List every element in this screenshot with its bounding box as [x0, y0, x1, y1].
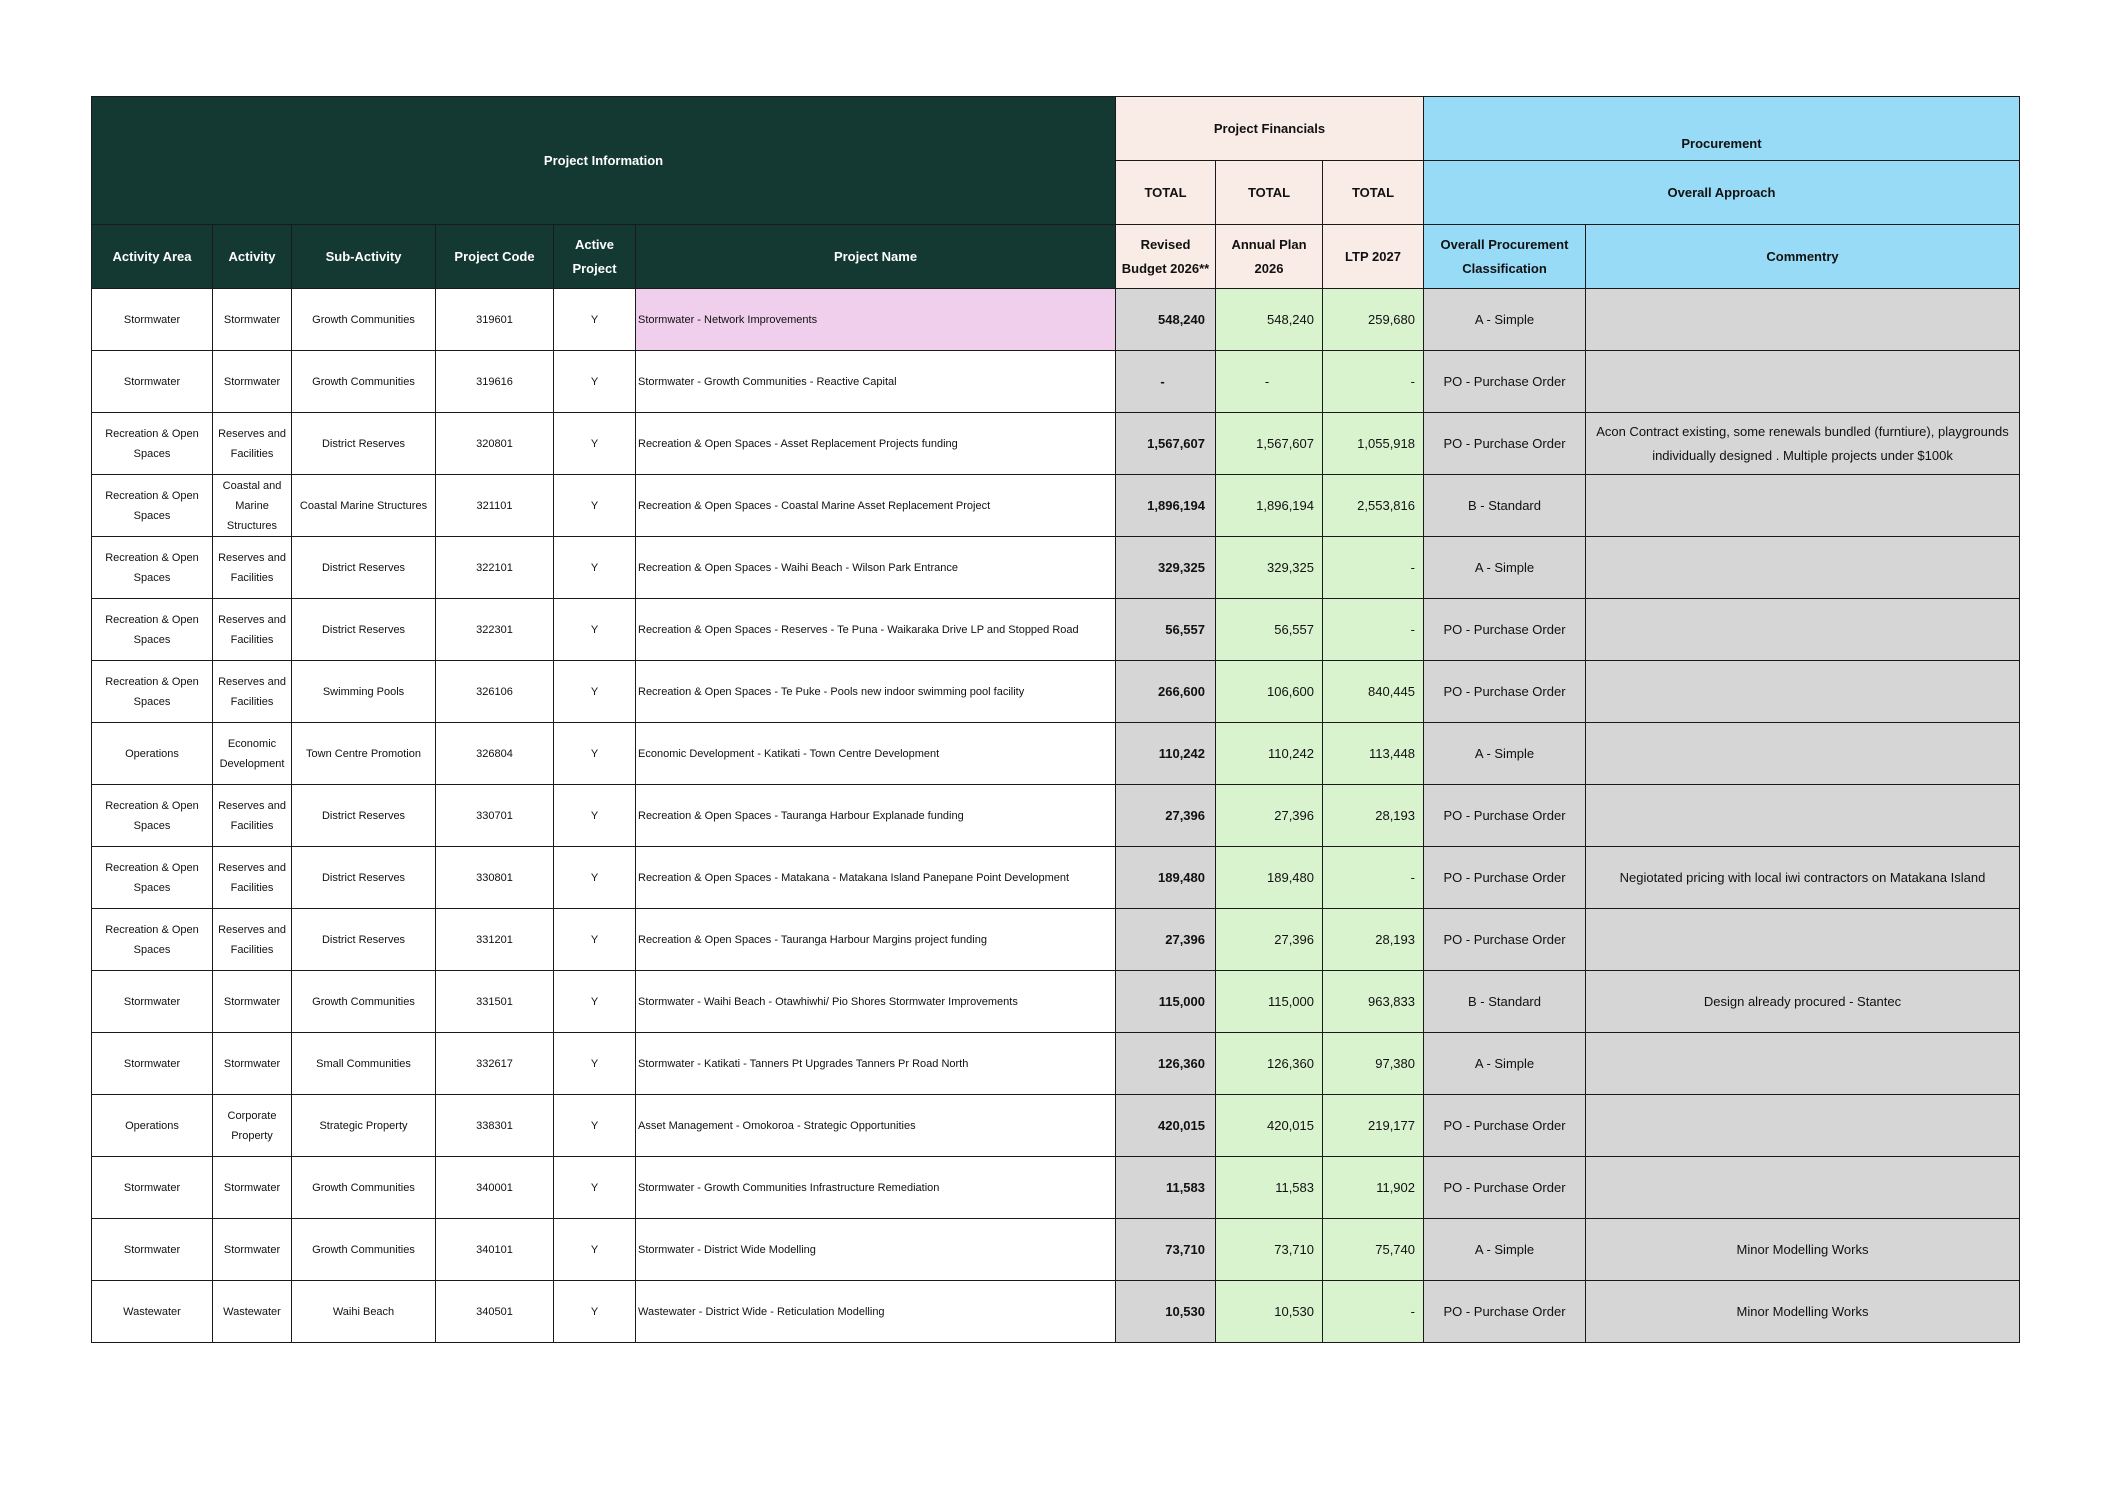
col-revised-budget: Revised Budget 2026** [1116, 225, 1216, 289]
cell-activity: Reserves and Facilities [213, 909, 292, 971]
cell-activity: Reserves and Facilities [213, 785, 292, 847]
cell-activity: Economic Development [213, 723, 292, 785]
cell-sub-activity: Swimming Pools [292, 661, 436, 723]
cell-activity-area: Recreation & Open Spaces [92, 599, 213, 661]
table-row [92, 1033, 2020, 1095]
cell-annual-plan: 27,396 [1216, 909, 1323, 971]
cell-project-name: Recreation & Open Spaces - Asset Replacement Projects funding [636, 413, 1116, 475]
cell-project-name: Recreation & Open Spaces - Tauranga Harbour Margins project funding [636, 909, 1116, 971]
cell-revised-budget: 548,240 [1116, 289, 1216, 351]
cell-project-code: 331501 [436, 971, 554, 1033]
col-ltp: LTP 2027 [1323, 225, 1424, 289]
cell-annual-plan: 11,583 [1216, 1157, 1323, 1219]
col-project-code: Project Code [436, 225, 554, 289]
cell-activity: Stormwater [213, 971, 292, 1033]
cell-project-code: 320801 [436, 413, 554, 475]
cell-activity: Reserves and Facilities [213, 847, 292, 909]
cell-project-name: Asset Management - Omokoroa - Strategic Opportunities [636, 1095, 1116, 1157]
cell-project-code: 322101 [436, 537, 554, 599]
table-row [92, 537, 2020, 599]
cell-sub-activity: District Reserves [292, 599, 436, 661]
cell-ltp: 1,055,918 [1323, 413, 1424, 475]
cell-active-project: Y [554, 1281, 636, 1343]
col-commentry: Commentry [1586, 225, 2020, 289]
cell-annual-plan: 56,557 [1216, 599, 1323, 661]
cell-revised-budget: 11,583 [1116, 1157, 1216, 1219]
cell-project-code: 326804 [436, 723, 554, 785]
cell-ltp: - [1323, 847, 1424, 909]
overall-approach-header: Overall Approach [1424, 161, 2020, 225]
cell-annual-plan: 110,242 [1216, 723, 1323, 785]
cell-annual-plan: 548,240 [1216, 289, 1323, 351]
col-project-name: Project Name [636, 225, 1116, 289]
cell-activity-area: Stormwater [92, 1157, 213, 1219]
table-row [92, 1281, 2020, 1343]
cell-ltp: 113,448 [1323, 723, 1424, 785]
col-annual-plan: Annual Plan 2026 [1216, 225, 1323, 289]
cell-ltp: 75,740 [1323, 1219, 1424, 1281]
cell-classification: PO - Purchase Order [1424, 1157, 1586, 1219]
col-sub-activity: Sub-Activity [292, 225, 436, 289]
cell-activity-area: Stormwater [92, 1219, 213, 1281]
cell-revised-budget: 73,710 [1116, 1219, 1216, 1281]
cell-revised-budget: 329,325 [1116, 537, 1216, 599]
cell-activity-area: Operations [92, 723, 213, 785]
cell-active-project: Y [554, 537, 636, 599]
cell-project-name: Stormwater - District Wide Modelling [636, 1219, 1116, 1281]
cell-classification: A - Simple [1424, 537, 1586, 599]
cell-commentry: Design already procured - Stantec [1586, 971, 2020, 1033]
cell-revised-budget: 266,600 [1116, 661, 1216, 723]
cell-project-code: 330701 [436, 785, 554, 847]
cell-activity-area: Stormwater [92, 971, 213, 1033]
total-header-ltp: TOTAL [1323, 161, 1424, 225]
total-header-revised: TOTAL [1116, 161, 1216, 225]
cell-project-code: 340501 [436, 1281, 554, 1343]
cell-active-project: Y [554, 289, 636, 351]
cell-active-project: Y [554, 413, 636, 475]
cell-project-name: Recreation & Open Spaces - Matakana - Matakana Island Panepane Point Development [636, 847, 1116, 909]
cell-activity: Wastewater [213, 1281, 292, 1343]
table-row [92, 971, 2020, 1033]
cell-sub-activity: Coastal Marine Structures [292, 475, 436, 537]
cell-classification: PO - Purchase Order [1424, 1281, 1586, 1343]
cell-project-code: 332617 [436, 1033, 554, 1095]
cell-classification: PO - Purchase Order [1424, 909, 1586, 971]
cell-sub-activity: Town Centre Promotion [292, 723, 436, 785]
cell-activity: Coastal and Marine Structures [213, 475, 292, 537]
cell-ltp: 28,193 [1323, 785, 1424, 847]
cell-active-project: Y [554, 599, 636, 661]
cell-project-code: 330801 [436, 847, 554, 909]
cell-revised-budget: 126,360 [1116, 1033, 1216, 1095]
cell-commentry [1586, 1157, 2020, 1219]
project-financials-header: Project Financials [1116, 97, 1424, 161]
table-row [92, 1219, 2020, 1281]
cell-annual-plan: - [1216, 351, 1323, 413]
cell-activity: Reserves and Facilities [213, 661, 292, 723]
cell-classification: A - Simple [1424, 723, 1586, 785]
cell-activity: Stormwater [213, 1157, 292, 1219]
cell-commentry [1586, 1033, 2020, 1095]
cell-classification: B - Standard [1424, 971, 1586, 1033]
table-body [92, 289, 2020, 1343]
cell-activity-area: Recreation & Open Spaces [92, 785, 213, 847]
cell-activity-area: Stormwater [92, 351, 213, 413]
table-row [92, 661, 2020, 723]
cell-ltp: 840,445 [1323, 661, 1424, 723]
cell-classification: A - Simple [1424, 289, 1586, 351]
cell-sub-activity: Strategic Property [292, 1095, 436, 1157]
cell-active-project: Y [554, 785, 636, 847]
cell-active-project: Y [554, 1157, 636, 1219]
col-activity: Activity [213, 225, 292, 289]
cell-classification: PO - Purchase Order [1424, 847, 1586, 909]
table-row [92, 599, 2020, 661]
cell-project-name: Recreation & Open Spaces - Reserves - Te Puna - Waikaraka Drive LP and Stopped Road [636, 599, 1116, 661]
cell-ltp: 219,177 [1323, 1095, 1424, 1157]
cell-active-project: Y [554, 351, 636, 413]
cell-activity-area: Recreation & Open Spaces [92, 661, 213, 723]
col-classification: Overall Procurement Classification [1424, 225, 1586, 289]
cell-revised-budget: 56,557 [1116, 599, 1216, 661]
cell-sub-activity: Growth Communities [292, 351, 436, 413]
cell-ltp: 259,680 [1323, 289, 1424, 351]
cell-commentry [1586, 785, 2020, 847]
cell-commentry [1586, 599, 2020, 661]
cell-activity: Stormwater [213, 289, 292, 351]
cell-activity: Corporate Property [213, 1095, 292, 1157]
cell-commentry [1586, 475, 2020, 537]
cell-project-code: 331201 [436, 909, 554, 971]
cell-active-project: Y [554, 909, 636, 971]
cell-revised-budget: 1,896,194 [1116, 475, 1216, 537]
cell-commentry [1586, 1095, 2020, 1157]
cell-project-name: Stormwater - Waihi Beach - Otawhiwhi/ Pio Shores Stormwater Improvements [636, 971, 1116, 1033]
cell-activity-area: Recreation & Open Spaces [92, 909, 213, 971]
table-row [92, 847, 2020, 909]
cell-classification: PO - Purchase Order [1424, 599, 1586, 661]
cell-commentry: Acon Contract existing, some renewals bundled (furntiure), playgrounds individually designed . Multiple projects under $100k [1586, 413, 2020, 475]
cell-annual-plan: 189,480 [1216, 847, 1323, 909]
cell-commentry [1586, 661, 2020, 723]
cell-classification: PO - Purchase Order [1424, 1095, 1586, 1157]
table-row [92, 289, 2020, 351]
table-row [92, 723, 2020, 785]
cell-project-code: 319616 [436, 351, 554, 413]
cell-annual-plan: 73,710 [1216, 1219, 1323, 1281]
cell-revised-budget: 110,242 [1116, 723, 1216, 785]
cell-active-project: Y [554, 1095, 636, 1157]
cell-sub-activity: Growth Communities [292, 1157, 436, 1219]
cell-classification: B - Standard [1424, 475, 1586, 537]
cell-classification: PO - Purchase Order [1424, 785, 1586, 847]
cell-sub-activity: Growth Communities [292, 971, 436, 1033]
project-information-header: Project Information [92, 97, 1116, 225]
cell-revised-budget: 27,396 [1116, 785, 1216, 847]
cell-annual-plan: 10,530 [1216, 1281, 1323, 1343]
table-row [92, 785, 2020, 847]
cell-project-name: Recreation & Open Spaces - Tauranga Harbour Explanade funding [636, 785, 1116, 847]
cell-ltp: - [1323, 537, 1424, 599]
cell-project-name: Recreation & Open Spaces - Coastal Marine Asset Replacement Project [636, 475, 1116, 537]
cell-sub-activity: Small Communities [292, 1033, 436, 1095]
table-row [92, 1157, 2020, 1219]
cell-active-project: Y [554, 847, 636, 909]
cell-commentry [1586, 723, 2020, 785]
cell-project-name: Stormwater - Katikati - Tanners Pt Upgrades Tanners Pr Road North [636, 1033, 1116, 1095]
cell-sub-activity: Growth Communities [292, 1219, 436, 1281]
cell-sub-activity: Growth Communities [292, 289, 436, 351]
cell-project-name: Recreation & Open Spaces - Waihi Beach - Wilson Park Entrance [636, 537, 1116, 599]
cell-commentry: Minor Modelling Works [1586, 1281, 2020, 1343]
cell-project-code: 319601 [436, 289, 554, 351]
cell-commentry [1586, 289, 2020, 351]
cell-active-project: Y [554, 1033, 636, 1095]
cell-activity: Reserves and Facilities [213, 537, 292, 599]
projects-table [91, 96, 2020, 1343]
col-active-project: Active Project [554, 225, 636, 289]
procurement-sheet [91, 96, 2020, 1343]
cell-project-name: Economic Development - Katikati - Town Centre Development [636, 723, 1116, 785]
cell-commentry: Negiotated pricing with local iwi contractors on Matakana Island [1586, 847, 2020, 909]
cell-activity-area: Recreation & Open Spaces [92, 537, 213, 599]
cell-annual-plan: 1,896,194 [1216, 475, 1323, 537]
cell-sub-activity: Waihi Beach [292, 1281, 436, 1343]
cell-activity: Reserves and Facilities [213, 413, 292, 475]
cell-commentry [1586, 351, 2020, 413]
cell-project-code: 326106 [436, 661, 554, 723]
cell-ltp: 97,380 [1323, 1033, 1424, 1095]
cell-annual-plan: 126,360 [1216, 1033, 1323, 1095]
cell-project-name: Recreation & Open Spaces - Te Puke - Pools new indoor swimming pool facility [636, 661, 1116, 723]
cell-project-name: Stormwater - Growth Communities Infrastructure Remediation [636, 1157, 1116, 1219]
cell-activity-area: Recreation & Open Spaces [92, 413, 213, 475]
cell-revised-budget: 1,567,607 [1116, 413, 1216, 475]
cell-sub-activity: District Reserves [292, 785, 436, 847]
cell-revised-budget: 10,530 [1116, 1281, 1216, 1343]
cell-ltp: - [1323, 599, 1424, 661]
cell-activity-area: Recreation & Open Spaces [92, 847, 213, 909]
cell-activity: Stormwater [213, 351, 292, 413]
table-row [92, 475, 2020, 537]
cell-classification: PO - Purchase Order [1424, 351, 1586, 413]
cell-project-code: 338301 [436, 1095, 554, 1157]
col-activity-area: Activity Area [92, 225, 213, 289]
cell-annual-plan: 420,015 [1216, 1095, 1323, 1157]
cell-activity: Stormwater [213, 1219, 292, 1281]
cell-classification: PO - Purchase Order [1424, 413, 1586, 475]
cell-ltp: 11,902 [1323, 1157, 1424, 1219]
cell-sub-activity: District Reserves [292, 537, 436, 599]
table-row [92, 1095, 2020, 1157]
cell-revised-budget: - [1116, 351, 1216, 413]
cell-active-project: Y [554, 971, 636, 1033]
cell-revised-budget: 115,000 [1116, 971, 1216, 1033]
cell-sub-activity: District Reserves [292, 847, 436, 909]
cell-project-code: 321101 [436, 475, 554, 537]
cell-activity-area: Wastewater [92, 1281, 213, 1343]
table-row [92, 909, 2020, 971]
cell-activity: Reserves and Facilities [213, 599, 292, 661]
cell-sub-activity: District Reserves [292, 413, 436, 475]
cell-ltp: 2,553,816 [1323, 475, 1424, 537]
cell-activity-area: Stormwater [92, 1033, 213, 1095]
cell-revised-budget: 27,396 [1116, 909, 1216, 971]
cell-activity-area: Stormwater [92, 289, 213, 351]
cell-annual-plan: 1,567,607 [1216, 413, 1323, 475]
cell-commentry: Minor Modelling Works [1586, 1219, 2020, 1281]
cell-annual-plan: 115,000 [1216, 971, 1323, 1033]
cell-classification: PO - Purchase Order [1424, 661, 1586, 723]
cell-active-project: Y [554, 723, 636, 785]
cell-ltp: - [1323, 1281, 1424, 1343]
procurement-header: Procurement [1424, 97, 2020, 161]
cell-ltp: 28,193 [1323, 909, 1424, 971]
cell-annual-plan: 329,325 [1216, 537, 1323, 599]
cell-project-name: Wastewater - District Wide - Reticulation Modelling [636, 1281, 1116, 1343]
cell-active-project: Y [554, 661, 636, 723]
cell-classification: A - Simple [1424, 1219, 1586, 1281]
cell-project-name: Stormwater - Network Improvements [636, 289, 1116, 351]
cell-classification: A - Simple [1424, 1033, 1586, 1095]
cell-commentry [1586, 537, 2020, 599]
cell-revised-budget: 420,015 [1116, 1095, 1216, 1157]
cell-commentry [1586, 909, 2020, 971]
cell-project-name: Stormwater - Growth Communities - Reactive Capital [636, 351, 1116, 413]
cell-activity: Stormwater [213, 1033, 292, 1095]
table-row [92, 413, 2020, 475]
cell-sub-activity: District Reserves [292, 909, 436, 971]
cell-annual-plan: 106,600 [1216, 661, 1323, 723]
cell-revised-budget: 189,480 [1116, 847, 1216, 909]
cell-project-code: 340001 [436, 1157, 554, 1219]
table-row [92, 351, 2020, 413]
cell-ltp: - [1323, 351, 1424, 413]
cell-annual-plan: 27,396 [1216, 785, 1323, 847]
cell-active-project: Y [554, 475, 636, 537]
cell-active-project: Y [554, 1219, 636, 1281]
total-header-annual: TOTAL [1216, 161, 1323, 225]
cell-project-code: 340101 [436, 1219, 554, 1281]
cell-activity-area: Operations [92, 1095, 213, 1157]
cell-project-code: 322301 [436, 599, 554, 661]
cell-ltp: 963,833 [1323, 971, 1424, 1033]
cell-activity-area: Recreation & Open Spaces [92, 475, 213, 537]
